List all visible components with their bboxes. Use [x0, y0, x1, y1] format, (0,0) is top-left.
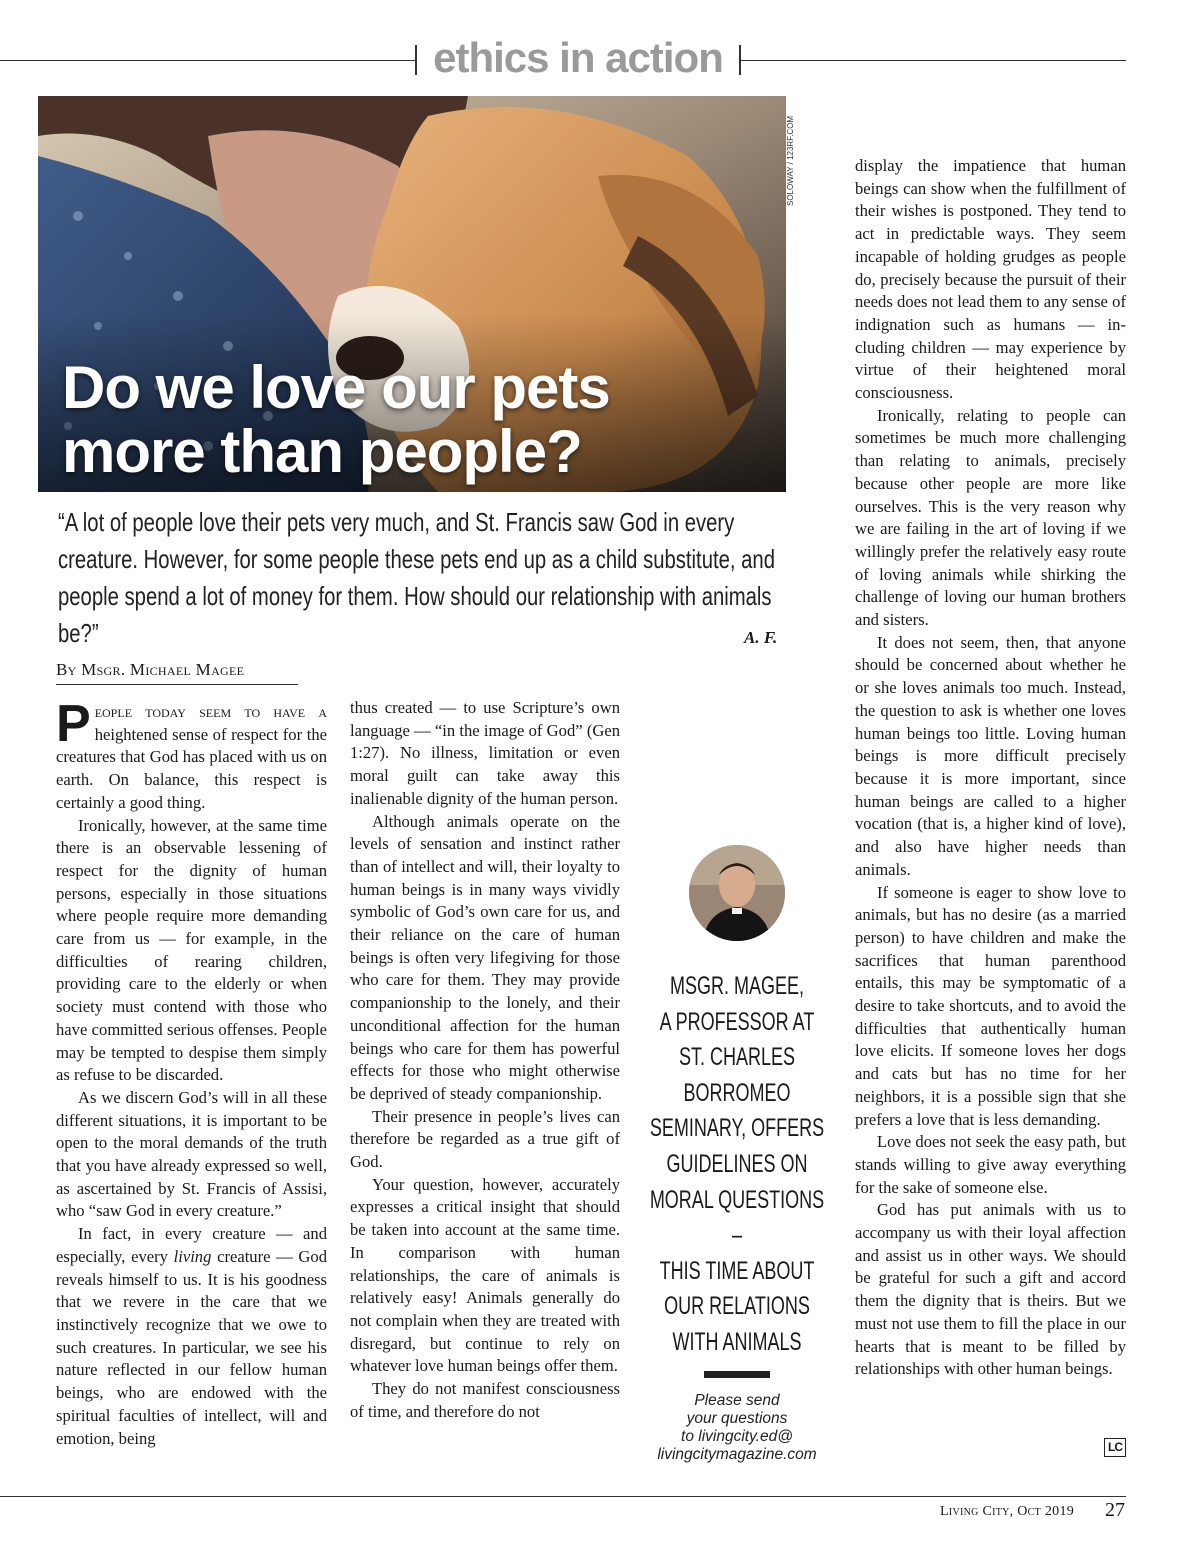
sidebar-title-line: A PROFESSOR AT [659, 1007, 815, 1036]
paragraph: Although animals operate on the levels of sensation and instinct rather than of intellect and will, their loyalty to human beings is in many ways vividly symbolic of God’s own care for us, and their reliance on the care of human beings is often very lifegiving for those who care for them. They may provide companionship to the lonely, and their unconditional affection for the human beings who care for them has powerful effects for those who might otherwise be deprived of steady companionship. [350, 811, 620, 1103]
sidebar-title-line: WITH ANIMALS [672, 1327, 802, 1356]
footer-publication: Living City, Oct 2019 [940, 1504, 1075, 1519]
portrait-illustration [689, 845, 785, 941]
paragraph [56, 1223, 327, 1450]
paragraph: God has put animals with us to accompany us with their loyal affection and assist us in other ways. We should be grateful for such a gift and accord them the dignity that is theirs. But we must not use them to fill the place in our hearts that is meant to be filled by relationships with other human beings. [855, 1200, 1126, 1379]
emphasis: living [173, 1246, 212, 1266]
paragraph: Ironically, however, at the same time there is an observable lessening of respect for the dignity of human persons, especially in those situations where people require more demanding care from us — for example, in the difficulties of rearing children, providing care to the elderly or when society must contend with those who have committed serious offenses. People may be tempted to despise them simply as refuse to be discarded. [56, 815, 327, 1085]
end-mark-logo: LC [1104, 1438, 1126, 1457]
contact-note-line: Please send [694, 1391, 780, 1409]
contact-note [646, 1392, 828, 1464]
paragraph [56, 695, 327, 815]
article-column-2 [350, 697, 620, 1424]
byline: By Msgr. Michael Magee [56, 660, 298, 685]
reader-question: “A lot of people love their pets very much, and St. Francis saw God in every creature. However, for some people these pets end up as a child substitute, and people spend a lot of money for them. How should our relationship with animals be?” [58, 507, 775, 648]
paragraph: As we discern God’s will in all these different situations, it is important to be open to the moral demands of the truth that you have already expressed so well, as ascertained by St. Francis of Assisi, who “saw God in every creature.” [56, 1087, 327, 1221]
footer-rule [0, 1496, 1126, 1497]
headline-line-2: more than people? [62, 418, 582, 485]
paragraph-text: creature — God reveals himself to us. It is his goodness that we revere in the care that we instinctively recognize that we owe to such creatures. In particular, we see his nature reflected in our fellow human beings, who are endowed with the spiritual faculties of intellect, will and emotion, being [56, 1246, 327, 1448]
page-number: 27 [1105, 1499, 1125, 1521]
paragraph-text: heightened sense of respect for the creatures that God has placed with us on earth. On balance, this respect is certainly a good thing. [56, 724, 327, 812]
question-signature: A. F. [744, 628, 778, 647]
paragraph: display the impatience that human beings can show when the fulfillment of their wishes is postponed. They tend to act in predictable ways. They seem incapable of holding grudges as people do, precisely because the pursuit of their needs does not lead them to any sense of indignation such as humans — including children — may experience by virtue of their heightened moral consciousness. [855, 156, 1126, 403]
lead-in: eople today seem to have a [94, 702, 327, 721]
header-rule-right [741, 60, 1126, 61]
paragraph: If someone is eager to show love to animals, but has no desire (as a married person) to have children and make the sacrifices that human parenthood entails, this may be symptomatic of a desire to take shortcuts, and to avoid the difficulties that authentically human love elicits. If someone loves her dogs and cats but has no time for her neighbors, it is a possible sign that she prefers a love that is less demanding. [855, 882, 1126, 1129]
paragraph: Love does not seek the easy path, but stands willing to give away everything for the sake of someone else. [855, 1132, 1126, 1197]
paragraph: thus created — to use Scripture’s own language — “in the image of God” (Gen 1:27). No illness, limitation or even moral guilt can take away this inalienable dignity of the human person. [350, 698, 620, 808]
sidebar-divider [704, 1371, 770, 1378]
contact-email[interactable]: livingcitymagazine.com [657, 1445, 817, 1463]
sidebar-title [646, 969, 827, 1361]
contact-note-line: your questions [686, 1409, 788, 1427]
drop-cap: P [56, 695, 91, 753]
sidebar-title-line: ST. CHARLES BORROMEO [678, 1043, 796, 1107]
headline [62, 356, 762, 484]
article-column-1 [56, 695, 327, 1450]
header-rule-left [0, 60, 415, 61]
author-portrait [689, 845, 785, 941]
paragraph: Ironically, relating to people can sometimes be much more challenging than relating to animals, precisely because other people are more like ourselves. This is the very reason why we are failing in the art of loving if we willingly prefer the relatively easy route of loving animals while shirking the challenge of loving our human brothers and sisters. [855, 405, 1126, 630]
sidebar-title-line: THIS TIME ABOUT [659, 1256, 815, 1285]
paragraph: Your question, however, accurately expresses a critical insight that should be taken into account at the same time. In comparison with human relationships, the care of animals is relatively easy! Animals generally do not complain when they are treated with disregard, but continue to rely on whatever love human beings offer them. [350, 1174, 620, 1376]
author-sidebar [646, 845, 828, 1464]
sidebar-title-line: OUR RELATIONS [664, 1292, 810, 1321]
article-column-3 [855, 155, 1126, 1381]
sidebar-title-line: GUIDELINES ON [666, 1149, 808, 1178]
sidebar-title-line: MSGR. MAGEE, [669, 972, 805, 1000]
paragraph: They do not manifest consciousness of time, and therefore do not [350, 1379, 620, 1421]
section-title: ethics in action [433, 34, 723, 81]
contact-note-line: to livingcity.ed@ [681, 1427, 793, 1445]
headline-line-1: Do we love our pets [62, 354, 610, 421]
photo-credit: SOLOWAY / 123RF.COM [786, 115, 795, 206]
sidebar-title-line: SEMINARY, OFFERS [649, 1114, 825, 1143]
sidebar-title-line: MORAL QUESTIONS – [649, 1185, 825, 1250]
header-tick-left [415, 45, 417, 75]
paragraph: It does not seem, then, that anyone should be concerned about whether he or she loves animals too much. Instead, the question to ask is whether one loves human beings too little. Loving human beings is more difficult precisely because it is more important, since human beings are called to a higher vocation (that is, a higher kind of love), and also have higher needs than animals. [855, 632, 1126, 879]
paragraph: Their presence in people’s lives can therefore be regarded as a true gift of God. [350, 1106, 620, 1172]
paragraph-text: In fact, in every creature — and especially, every [56, 1224, 327, 1266]
